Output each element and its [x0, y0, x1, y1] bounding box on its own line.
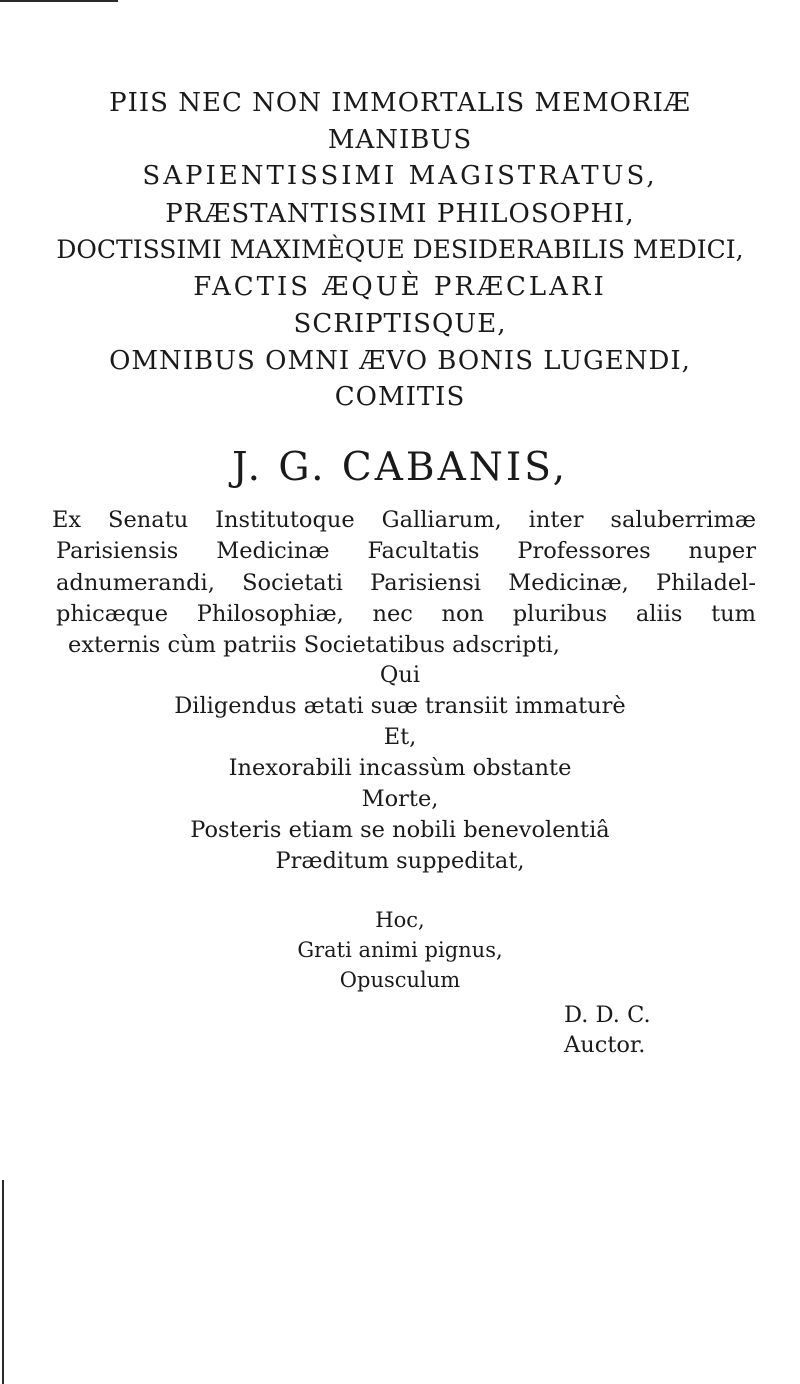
- centered-line-1: Qui: [379, 662, 421, 688]
- centered-line-2: Diligendus ætati suæ transiit immaturè: [174, 693, 626, 719]
- centered-line-7: Præditum suppeditat,: [275, 848, 525, 874]
- heading-line-9: COMITIS: [334, 382, 466, 412]
- heading-line-7: SCRIPTISQUE,: [293, 309, 507, 339]
- signature-initials: D. D. C.: [564, 1002, 651, 1028]
- heading-line-3: SAPIENTISSIMI MAGISTRATUS,: [142, 161, 658, 191]
- centered-line-6: Posteris etiam se nobili benevolentiâ: [190, 817, 610, 843]
- heading-line-8: OMNIBUS OMNI ÆVO BONIS LUGENDI,: [109, 346, 691, 376]
- paragraph-line-2: Parisiensis Medicinæ Facultatis Professores nuper: [56, 538, 756, 564]
- paragraph-line-4: phicæque Philosophiæ, nec non pluribus aliis tum: [56, 601, 756, 627]
- centered-line-3: Et,: [383, 724, 417, 750]
- signature-author: Auctor.: [564, 1032, 646, 1058]
- dedication-line-3: Opusculum: [339, 968, 461, 992]
- heading-line-4: PRÆSTANTISSIMI PHILOSOPHI,: [165, 199, 635, 229]
- paragraph-line-1: Ex Senatu Institutoque Galliarum, inter saluberrimæ: [52, 507, 756, 533]
- dedication-line-2: Grati animi pignus,: [297, 938, 503, 962]
- centered-line-5: Morte,: [361, 786, 439, 812]
- heading-line-6: FACTIS ÆQUÈ PRÆCLARI: [193, 272, 607, 302]
- dedication-line-1: Hoc,: [375, 908, 425, 932]
- heading-line-5: DOCTISSIMI MAXIMÈQUE DESIDERABILIS MEDICI,: [56, 235, 744, 264]
- paragraph-line-5: externis cùm patriis Societatibus adscripti,: [68, 632, 560, 658]
- page-edge-top: [0, 0, 118, 2]
- honoree-name: J. G. CABANIS,: [231, 445, 569, 490]
- paragraph-line-3: adnumerandi, Societati Parisiensi Medicinæ, Philadel-: [56, 570, 756, 596]
- centered-line-4: Inexorabili incassùm obstante: [228, 755, 572, 781]
- heading-line-2: MANIBUS: [327, 125, 473, 155]
- heading-line-1: PIIS NEC NON IMMORTALIS MEMORIÆ: [109, 88, 691, 118]
- page-edge-left: [2, 1180, 4, 1384]
